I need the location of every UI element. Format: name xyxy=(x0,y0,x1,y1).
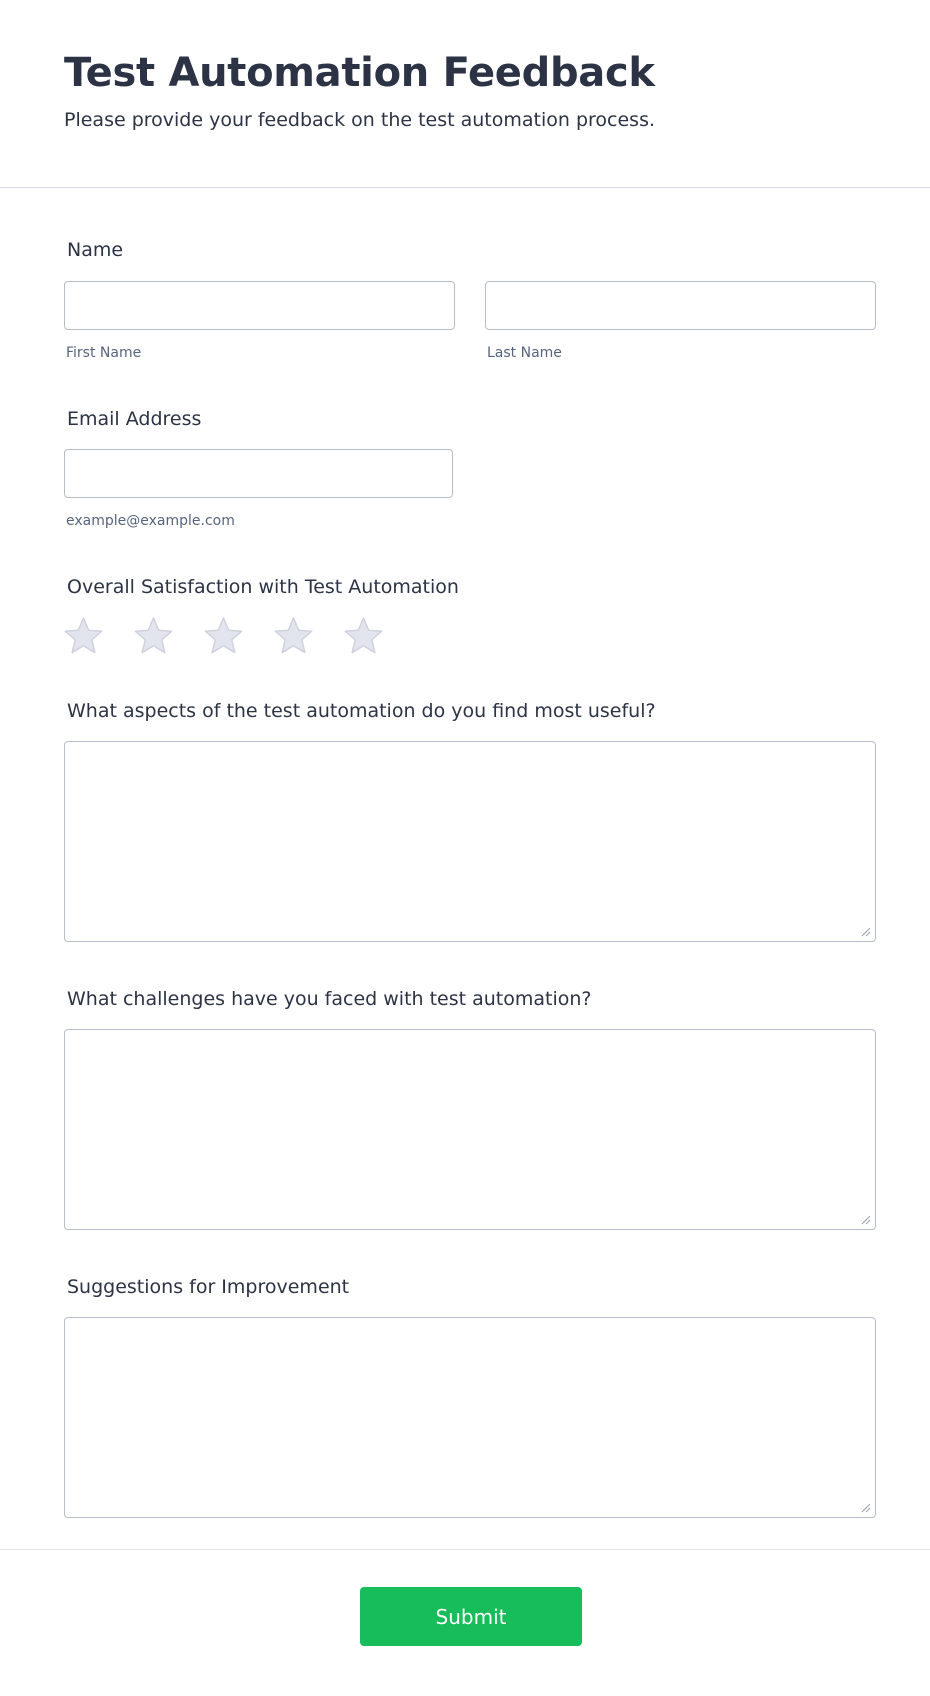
last-name-sublabel: Last Name xyxy=(487,345,562,361)
challenges-textarea[interactable] xyxy=(64,1029,876,1230)
form-footer xyxy=(0,1549,930,1696)
email-sublabel: example@example.com xyxy=(66,513,235,529)
useful-aspects-textarea[interactable] xyxy=(64,741,876,942)
resize-handle-icon[interactable] xyxy=(861,1503,871,1513)
form-title: Test Automation Feedback xyxy=(64,50,655,96)
form-subtitle: Please provide your feedback on the test automation process. xyxy=(64,109,656,131)
email-label: Email Address xyxy=(67,408,202,430)
star-icon[interactable] xyxy=(344,616,383,655)
first-name-sublabel: First Name xyxy=(66,345,142,361)
star-icon[interactable] xyxy=(64,616,103,655)
star-icon[interactable] xyxy=(134,616,173,655)
name-label: Name xyxy=(67,239,124,261)
form-header xyxy=(0,0,930,188)
submit-button[interactable]: Submit xyxy=(360,1587,582,1646)
challenges-label: What challenges have you faced with test automation? xyxy=(67,988,592,1010)
star-icon[interactable] xyxy=(274,616,313,655)
email-input[interactable] xyxy=(64,449,453,498)
suggestions-textarea[interactable] xyxy=(64,1317,876,1518)
useful-aspects-label: What aspects of the test automation do you find most useful? xyxy=(67,700,656,722)
star-icon[interactable] xyxy=(204,616,243,655)
suggestions-label: Suggestions for Improvement xyxy=(67,1276,350,1298)
satisfaction-label: Overall Satisfaction with Test Automation xyxy=(67,576,459,598)
resize-handle-icon[interactable] xyxy=(861,1215,871,1225)
star-rating xyxy=(64,616,383,658)
last-name-input[interactable] xyxy=(485,281,876,330)
first-name-input[interactable] xyxy=(64,281,455,330)
resize-handle-icon[interactable] xyxy=(861,927,871,937)
